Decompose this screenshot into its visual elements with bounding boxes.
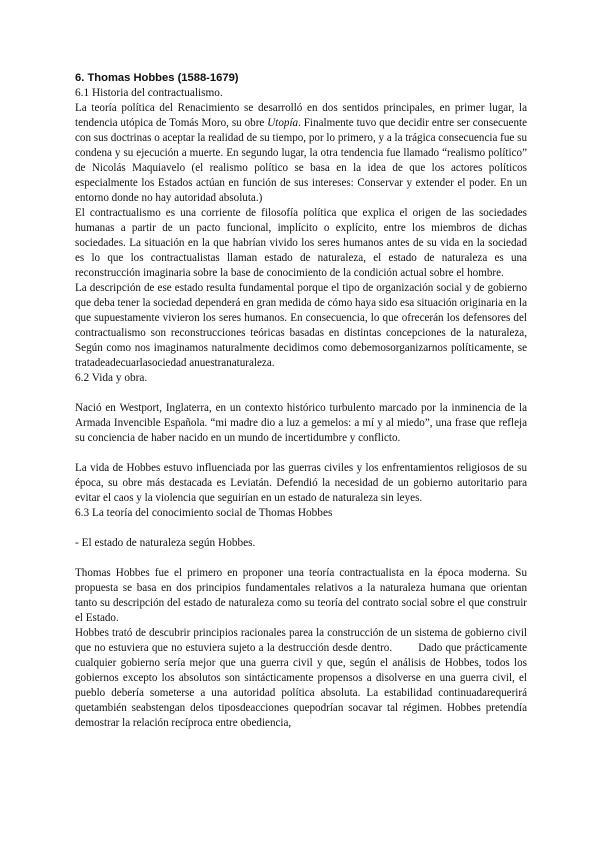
- paragraph-text: Hobbes trató de descubrir principios racionales parea la construcción de un sistema de gobierno civil que no estuviera que no estuviera sujeto a la destrucción desde dentro.: [75, 627, 527, 654]
- document-body: [75, 70, 527, 731]
- spacer: [75, 551, 527, 566]
- paragraph-gobierno-civil: [75, 626, 527, 731]
- subsection-heading: - El estado de naturaleza según Hobbes.: [75, 537, 256, 549]
- paragraph-descripcion-estado: La descripción de ese estado resulta fundamental porque el tipo de organización social y de gobierno que deba tener la sociedad dependerá en gran medida de cómo haya sido esa situación originaria en la que supuestamente vivieron los seres humanos. En consecuencia, lo que ofrecerán los defensores del contractualismo son reconstrucciones teóricas basadas en distintas concepciones de la naturaleza, Según como nos imaginamos naturalmente decidimos como debemosorganizarnos políticamente, se tratadeadecuarlasociedad anuestranaturaleza.: [75, 282, 527, 369]
- paragraph-vida-hobbes: La vida de Hobbes estuvo influenciada por las guerras civiles y los enfrentamientos religiosos de su época, su obre más destacada es Leviatán. Defendió la necesidad de un gobierno autoritario para evitar el caos y la violencia que seguirían en un estado de naturaleza sin leyes.: [75, 462, 527, 504]
- paragraph-teoria-contractualista: Thomas Hobbes fue el primero en proponer una teoría contractualista en la época moderna. Su propuesta se basa en dos principios fundamentales relativos a la naturaleza humana que orientan tanto su descripción del estado de naturaleza como su teoría del contrato social sobre el que construir el Estado.: [75, 567, 527, 624]
- section-heading-6-2: 6.2 Vida y obra.: [75, 372, 148, 384]
- paragraph-nacimiento: Nació en Westport, Inglaterra, en un contexto histórico turbulento marcado por la inminencia de la Armada Invencible Española. “mi madre dio a luz a gemelos: a mí y al miedo”, una frase que refleja su conciencia de haber nacido en un mundo de incertidumbre y conflicto.: [75, 402, 527, 444]
- section-heading-6-3: 6.3 La teoría del conocimiento social de Thomas Hobbes: [75, 507, 333, 519]
- utopia-title: Utopía: [267, 117, 299, 129]
- paragraph-renacimiento: [75, 101, 527, 206]
- spacer: [75, 386, 527, 401]
- chapter-title: 6. Thomas Hobbes (1588-1679): [75, 72, 239, 84]
- paragraph-contractualismo: El contractualismo es una corriente de filosofía política que explica el origen de las sociedades humanas a partir de un pacto funcional, implícito o explícito, entre los miembros de dichas sociedades. La situación en la que habrían vivido los seres humanos antes de su vida en la sociedad es lo que los contractualistas llaman estado de naturaleza, el estado de naturaleza es una reconstrucción imaginaria sobre la base de conocimiento de la condición actual sobre el hombre.: [75, 207, 527, 279]
- paragraph-text: La teoría política del Renacimiento se desarrolló en dos sentidos principales, en primer lugar, la tendencia utópica de Tomás Moro, su obre: [75, 102, 527, 129]
- spacer: [75, 521, 527, 536]
- spacer: [75, 446, 527, 461]
- paragraph-text: Dado que prácticamente cualquier gobierno sería mejor que una guerra civil y que, según el análisis de Hobbes, todos los gobiernos excepto los absolutos son sintácticamente propensos a disolverse en una guerra civil, el pueblo debería someterse a una autoridad política absoluta. La estabilidad continuadarequerirá quetambién seabstengan delos tiposdeacciones quepodrían socavar tal régimen. Hobbes pretendía demostrar la relación recíproca entre obediencia,: [75, 642, 527, 729]
- paragraph-text: . Finalmente tuvo que decidir entre ser consecuente con sus doctrinas o aceptar la realidad de su tiempo, por lo primero, y a la trágica consecuencia fue su condena y su ejecución a muerte. En segundo lugar, la otra tendencia fue llamado “realismo político” de Nicolás Maquiavelo (el realismo político se basa en la idea de que los actores políticos especialmente los Estados actúan en función de sus intereses: Conservar y extender el poder. En un entorno donde no hay autoridad absoluta.): [75, 117, 528, 204]
- section-heading-6-1: 6.1 Historia del contractualismo.: [75, 87, 223, 99]
